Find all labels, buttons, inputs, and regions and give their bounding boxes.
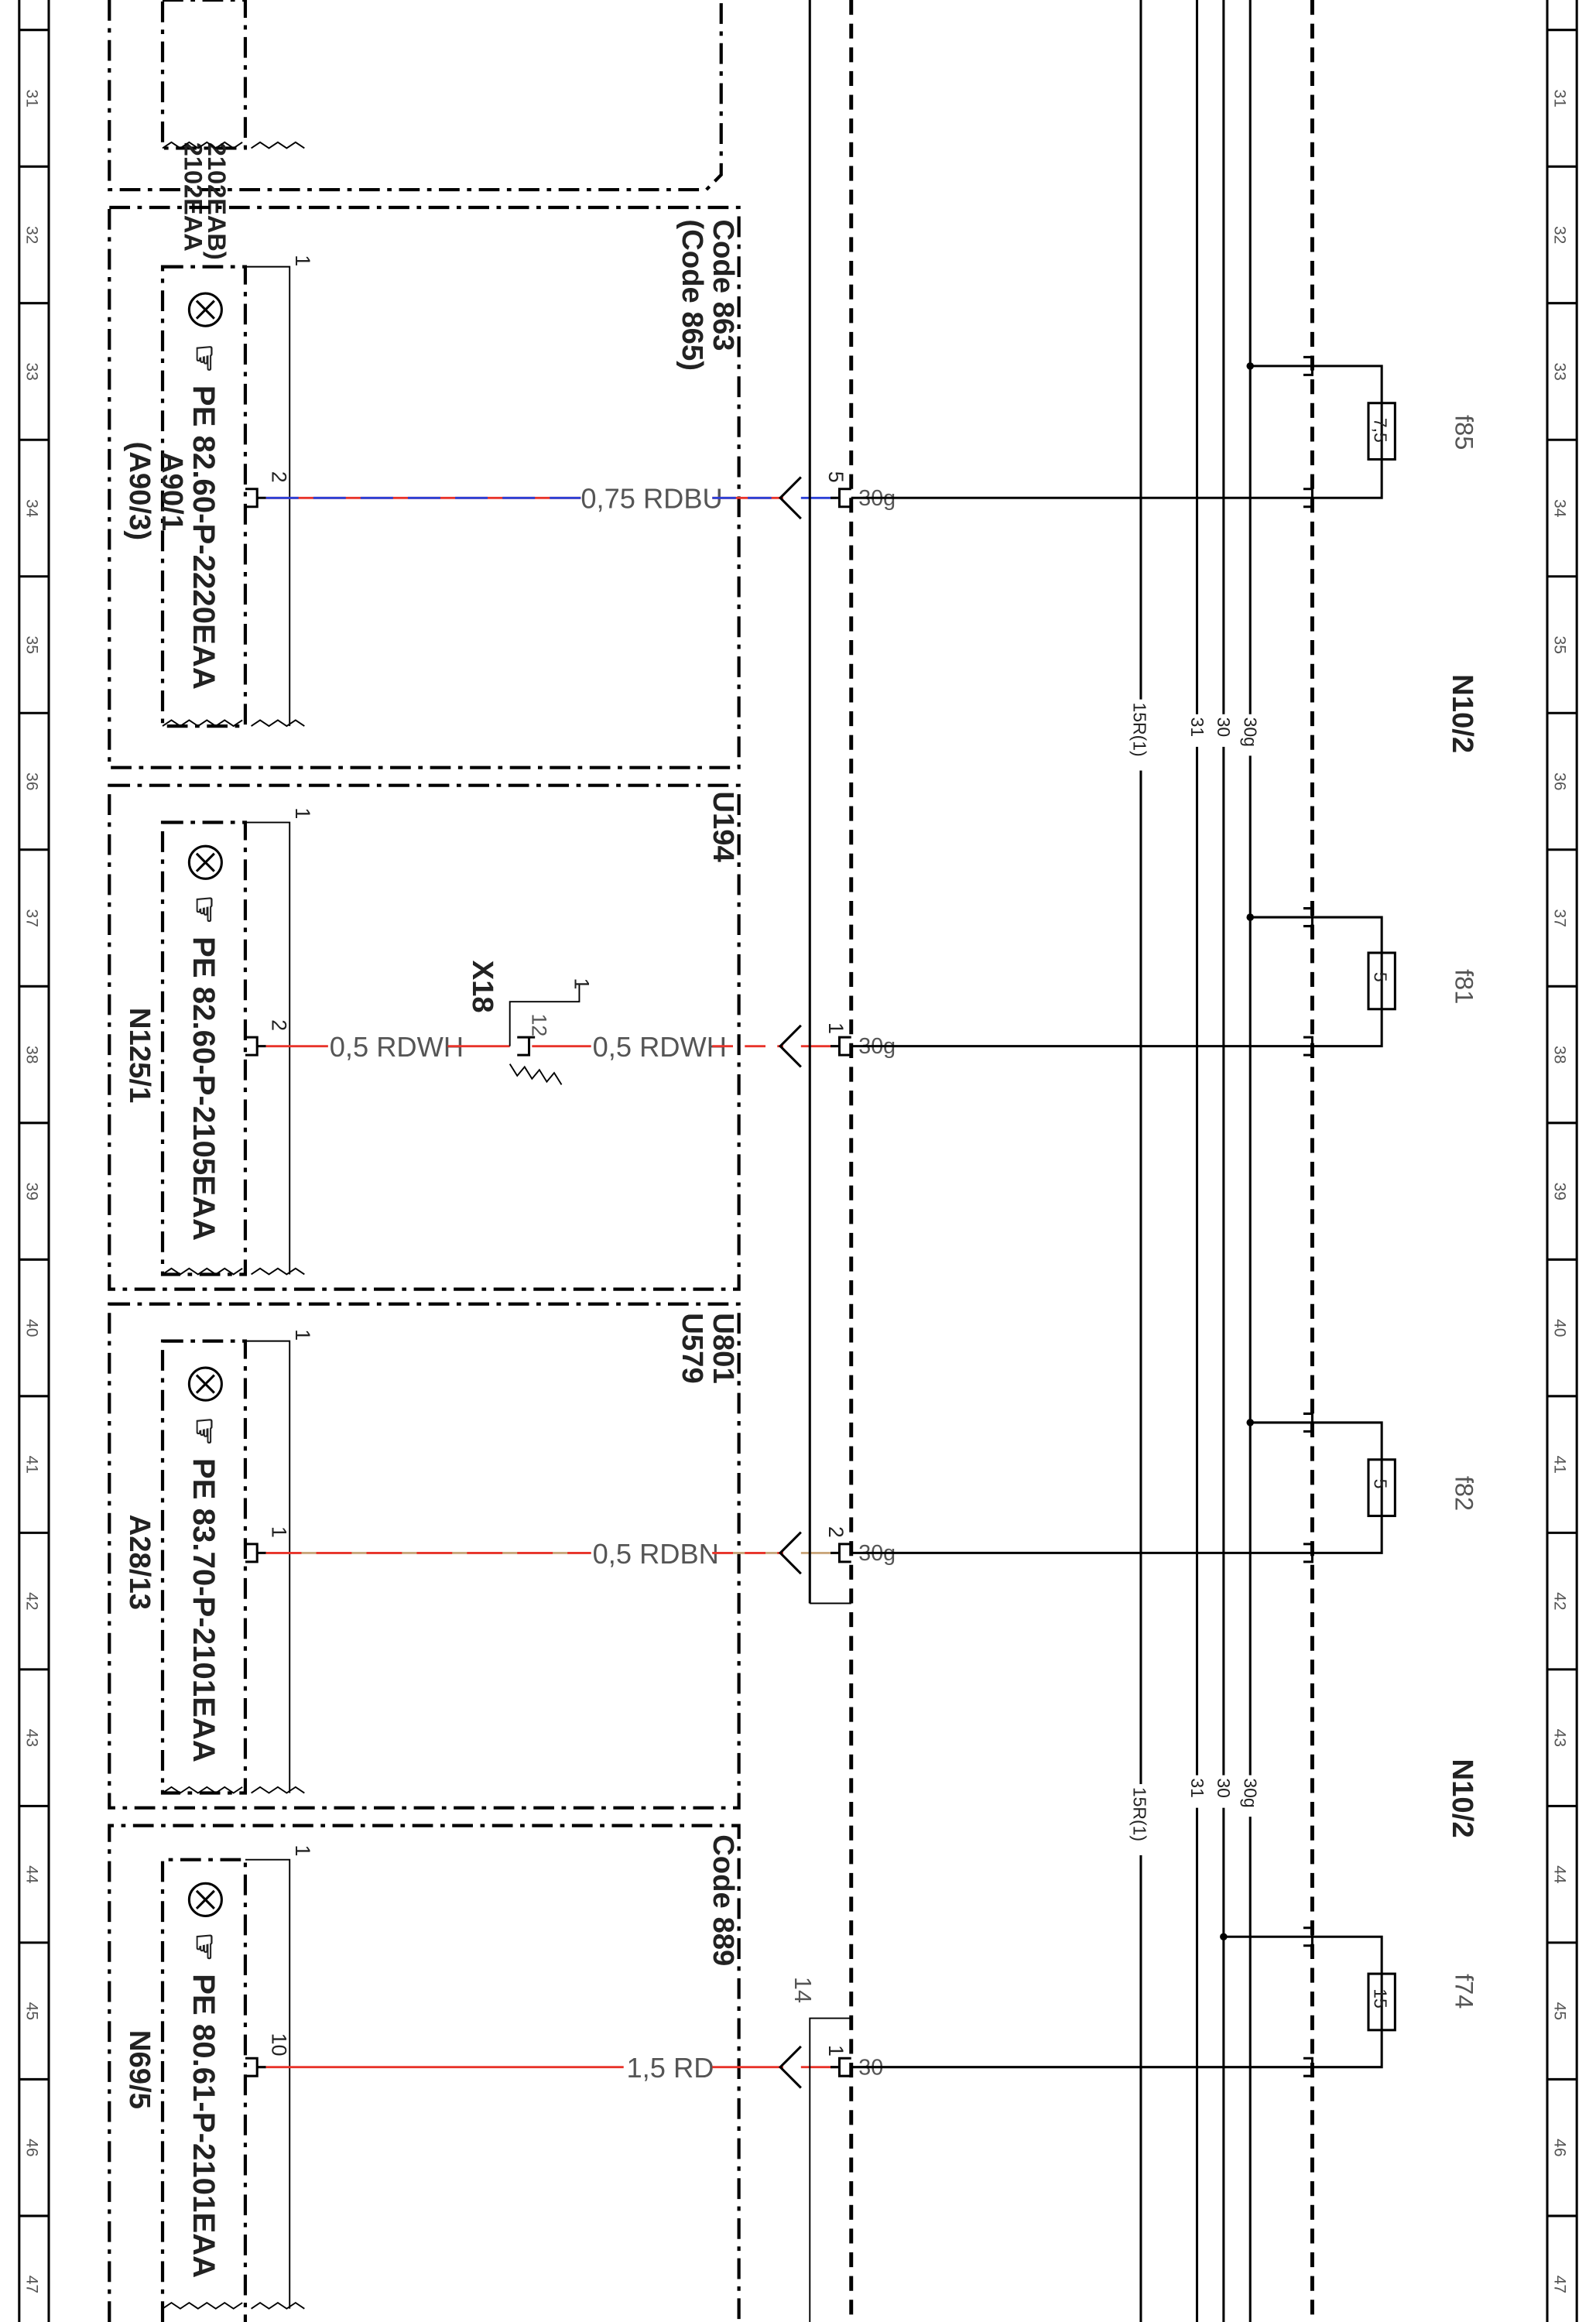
bus-label-15r: 15R(1) [1129,702,1150,757]
pin-wire: 2 [267,1019,291,1032]
connector-arrow [780,1026,801,1067]
connector-rails [810,0,851,2322]
conn-pin: 5 [824,471,848,483]
component-label-alt: (A90/3) [123,441,156,541]
hand-icon: ☞ [187,895,224,925]
grid-row-number-left: 43 [22,1728,41,1748]
pin-wire: 10 [267,2033,291,2057]
grid-row-number-right: 38 [1550,1046,1569,1064]
wire-label: 1,5 RD [626,2052,714,2084]
block-n69 [109,1826,883,2322]
terminal-label: 30g [858,1034,896,1060]
inline-conn-pin-top: 1 [570,978,594,990]
fuse-rating: 15 [1370,1988,1391,2009]
pe-ref-label: PE 82.60-P-2105EAA [187,936,222,1241]
grid-row-number-left: 44 [22,1865,41,1884]
grid-row-number-right: 47 [1550,2275,1569,2294]
terminal-label: 30g [858,1540,896,1566]
grid-row-number-left: 34 [22,498,41,518]
wire-label: 0,5 RDBN [592,1537,719,1570]
hand-icon: ☞ [187,344,224,373]
fuse-f74[interactable] [1220,1928,1478,2076]
grid-row-number-left: 41 [22,1455,41,1474]
grid-row-number-right: 44 [1550,1865,1569,1884]
fuse-rating: 7,5 [1370,417,1391,443]
block-n125 [109,786,896,1289]
grid-row-number-left: 47 [22,2275,41,2294]
bus-labels-lower [1126,1776,1261,1855]
wire-label: 0,5 RDWH [592,1030,727,1063]
component-label: N69/5 [123,2029,156,2109]
component-blocks [109,207,896,2322]
block-code-1: Code 889 [707,1834,741,1967]
module-label-lower: N10/2 [1445,1759,1479,1838]
bus-label-15r: 15R(1) [1129,1786,1150,1842]
fuse-f81[interactable] [1246,909,1478,1056]
conn-pin: 1 [824,1022,848,1034]
ref-line-1: 2102EAA [179,142,207,252]
fuse-name: f82 [1450,1475,1478,1512]
block-code-2: U579 [676,1313,710,1384]
pin-top: 1 [290,1329,314,1341]
grid-row-number-right: 35 [1550,635,1569,654]
pe-ref-label: PE 80.61-P-2101EAA [187,1974,222,2279]
connector-arrow [780,2046,801,2088]
module-label-upper: N10/2 [1445,674,1479,754]
terminal-label: 30g [858,485,896,511]
grid-row-number-left: 33 [22,362,41,381]
grid-row-number-left: 35 [22,635,41,654]
grid-row-number-left: 38 [22,1046,41,1064]
component-label: A28/13 [123,1514,156,1611]
fuse-rating: 5 [1370,1478,1391,1489]
bus-label-30: 30 [1214,717,1235,738]
inline-conn-name: X18 [465,960,499,1013]
block-a90 [109,207,896,768]
fuse-f82[interactable] [1246,1413,1478,1561]
fuse-name: f81 [1450,969,1478,1005]
bus-lines [851,0,1313,2322]
grid-row-number-right: 41 [1550,1455,1569,1474]
inline-conn-pin: 12 [527,1013,551,1037]
grid-row-number-left: 36 [22,772,41,791]
grid-row-number-right: 39 [1550,1182,1569,1200]
hand-icon: ☞ [187,1932,224,1962]
grid-row-number-right: 46 [1550,2139,1569,2157]
grid-row-number-left: 45 [22,2002,41,2021]
pin-top: 1 [290,807,314,820]
conn-pin: 2 [824,1526,848,1538]
hand-icon: ☞ [187,1416,224,1447]
pe-ref-label: PE 82.60-P-2220EAA [187,385,222,690]
grid-ruler-right [1547,0,1577,2322]
component-label: A90/1 [156,451,189,532]
block-code-1: U801 [707,1313,741,1384]
pin-top: 1 [290,255,314,267]
conn-pin: 1 [824,2044,848,2057]
grid-row-number-right: 40 [1550,1319,1569,1337]
grid-row-number-right: 32 [1550,225,1569,245]
grid-row-number-right: 36 [1550,772,1569,791]
grid-row-number-right: 43 [1550,1728,1569,1748]
grid-row-number-left: 32 [22,225,41,245]
grid-row-number-right: 45 [1550,2002,1569,2021]
grid-row-number-right: 42 [1550,1592,1569,1611]
grid-ruler-left [19,0,49,2322]
pe-ref-a28[interactable] [187,1368,223,1762]
fuse-name: f74 [1450,1974,1478,2009]
grid-row-number-left: 31 [22,89,41,108]
pe-ref-label: PE 83.70-P-2101EAA [187,1457,222,1762]
block-code-1: U194 [707,791,741,862]
inline-connector-x18 [466,961,594,1085]
grid-row-number-left: 39 [22,1182,41,1200]
bus-label-30: 30 [1214,1778,1235,1798]
grid-row-number-right: 37 [1550,909,1569,927]
wire-label-left: 0,5 RDWH [329,1030,464,1063]
fuse-name: f85 [1450,415,1478,450]
pe-ref-a90[interactable] [187,293,223,690]
terminal-label: 30 [858,2055,884,2081]
connector-arrow [780,1533,801,1574]
block-previous-partial [109,0,721,260]
grid-row-number-left: 40 [22,1319,41,1337]
grid-row-number-right: 33 [1550,362,1569,381]
fuse-rating: 5 [1370,971,1391,982]
bus-label-30g: 30g [1240,717,1261,747]
bus-label-31: 31 [1187,1778,1207,1798]
component-label: N125/1 [123,1007,156,1104]
bus-label-31: 31 [1187,717,1207,738]
connector-arrow [780,477,801,519]
pin-top: 1 [290,1844,314,1857]
fuse-f85[interactable] [1246,357,1478,506]
pin-wire: 2 [267,471,291,483]
ref-line-2: 2102EAB) [203,142,231,260]
pe-ref-n69[interactable] [187,1883,223,2278]
block-code-2: (Code 865) [676,219,710,372]
block-a28 [109,1304,896,1808]
bus-label-30g: 30g [1240,1778,1261,1808]
grid-row-number-right: 31 [1550,89,1569,108]
bus-labels-upper [1126,700,1261,771]
fuses [1220,357,1478,2076]
pin-wire: 1 [267,1526,291,1538]
wire-label: 0,75 RDBU [581,482,723,515]
block-code-1: Code 863 [707,219,741,351]
pe-ref-n125[interactable] [187,846,223,1241]
grid-ticks [19,0,1577,2322]
conn-pin-top: 14 [789,1976,817,2003]
grid-row-number-left: 46 [22,2139,41,2157]
grid-row-number-right: 34 [1550,498,1569,518]
grid-row-number-left: 37 [22,909,41,927]
grid-row-number-left: 42 [22,1592,41,1611]
